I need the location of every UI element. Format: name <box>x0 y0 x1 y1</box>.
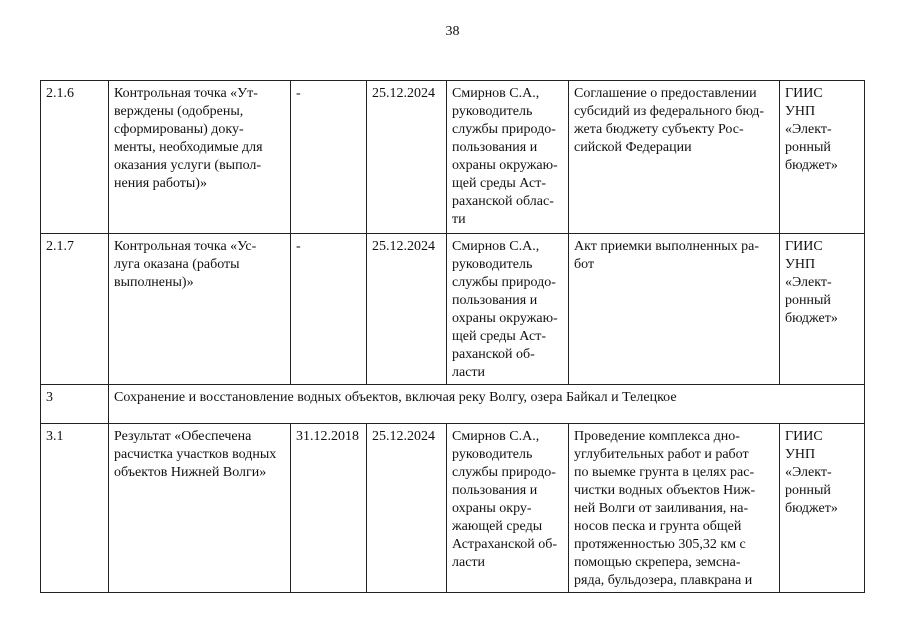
control-point-name: Контрольная точка «Ут- верждены (одобрены, сформированы) доку- менты, необходимые для оказания услуги (выпол- нения работы)» <box>109 81 291 234</box>
start-date: - <box>291 81 367 234</box>
responsible-person: Смирнов С.А., руководитель службы природо- пользования и охраны окру- жающей среды Астраханской об- ласти <box>447 424 569 593</box>
start-date: - <box>291 234 367 385</box>
row-number: 2.1.7 <box>41 234 109 385</box>
responsible-person: Смирнов С.А., руководитель службы природо- пользования и охраны окружаю- щей среды Аст- раханской об- ласти <box>447 234 569 385</box>
control-point-name: Контрольная точка «Ус- луга оказана (работы выполнены)» <box>109 234 291 385</box>
row-number: 3 <box>41 385 109 424</box>
result-name: Результат «Обеспечена расчистка участков водных объектов Нижней Волги» <box>109 424 291 593</box>
start-date: 31.12.2018 <box>291 424 367 593</box>
page-number: 38 <box>445 24 460 39</box>
information-system: ГИИС УНП «Элект- ронный бюджет» <box>780 234 865 385</box>
table-row <box>41 424 865 593</box>
information-system: ГИИС УНП «Элект- ронный бюджет» <box>780 81 865 234</box>
table-row <box>41 81 865 234</box>
result-description: Акт приемки выполненных ра- бот <box>569 234 780 385</box>
end-date: 25.12.2024 <box>367 424 447 593</box>
result-description: Соглашение о предоставлении субсидий из федерального бюд- жета бюджету субъекту Рос- сийской Федерации <box>569 81 780 234</box>
end-date: 25.12.2024 <box>367 234 447 385</box>
row-number: 3.1 <box>41 424 109 593</box>
result-description: Проведение комплекса дно- углубительных работ и работ по выемке грунта в целях рас- чистки водных объектов Ниж- ней Волги от заиливания, на- носов песка и грунта общей протяженностью 305,32 км с помощью скрепера, земсна- ряда, бульдозера, плавкрана и <box>569 424 780 593</box>
section-title: Сохранение и восстановление водных объектов, включая реку Волгу, озера Байкал и Телецкое <box>109 385 865 424</box>
section-row <box>41 385 865 424</box>
end-date: 25.12.2024 <box>367 81 447 234</box>
row-number: 2.1.6 <box>41 81 109 234</box>
responsible-person: Смирнов С.А., руководитель службы природо- пользования и охраны окружаю- щей среды Аст- раханской облас- ти <box>447 81 569 234</box>
table-row <box>41 234 865 385</box>
information-system: ГИИС УНП «Элект- ронный бюджет» <box>780 424 865 593</box>
plan-table <box>40 80 865 593</box>
